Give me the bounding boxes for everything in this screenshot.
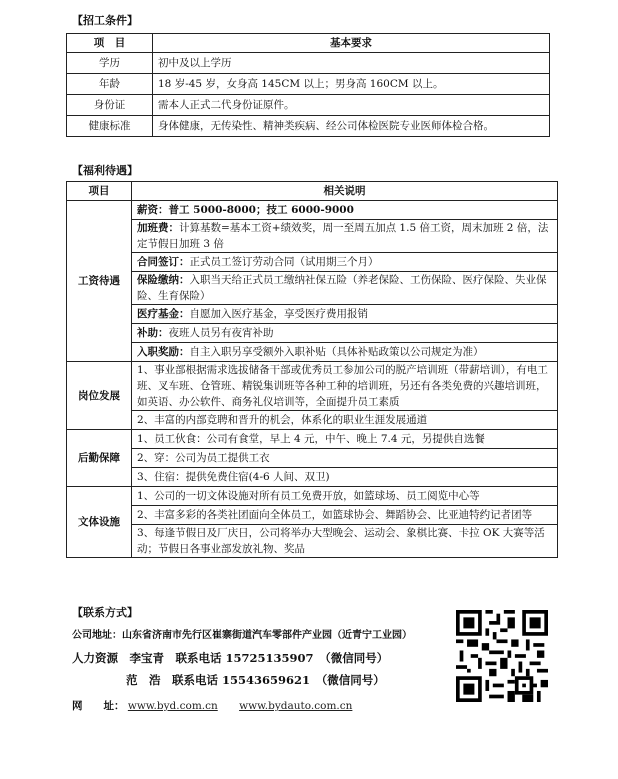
salary-row-text: 自主入职另享受额外入职补贴（具体补贴政策以公司规定为准） xyxy=(189,346,484,358)
recruit-item: 健康标准 xyxy=(67,116,153,137)
table-row xyxy=(67,53,550,74)
recruit-req: 初中及以上学历 xyxy=(153,53,550,74)
logistics-label: 后勤保障 xyxy=(67,430,132,487)
logistics-row: 2、穿：公司为员工提供工衣 xyxy=(132,449,558,468)
salary-row xyxy=(132,324,558,343)
salary-row-text: 入职当天给正式员工缴纳社保五险（养老保险、工伤保险、医疗保险、失业保险、生育保险） xyxy=(137,274,547,302)
website-link-1[interactable]: www.byd.com.cn xyxy=(127,700,218,712)
recruit-item: 年龄 xyxy=(67,74,153,95)
salary-row xyxy=(132,253,558,272)
salary-row-label: 入职奖励： xyxy=(137,346,190,358)
logistics-row: 3、住宿：提供免费住宿(4-6 人间、双卫) xyxy=(132,468,558,487)
salary-row-label: 加班费： xyxy=(137,222,179,234)
recruit-heading: 【招工条件】 xyxy=(72,14,138,27)
company-address: 公司地址：山东省济南市先行区崔寨街道汽车零部件产业园（近青宁工业园） xyxy=(72,630,412,641)
table-row xyxy=(67,95,550,116)
website-link-2[interactable]: www.bydauto.com.cn xyxy=(239,700,353,712)
recruit-req: 身体健康，无传染性、精神类疾病、经公司体检医院专业医师体检合格。 xyxy=(153,116,550,137)
salary-label: 工资待遇 xyxy=(67,201,132,362)
culture-row: 2、丰富多彩的各类社团面向全体员工，如篮球协会、舞蹈协会、比亚迪特约记者团等 xyxy=(132,506,558,525)
welfare-heading: 【福利待遇】 xyxy=(72,164,138,177)
culture-row: 1、公司的一切文体设施对所有员工免费开放，如篮球场、员工阅览中心等 xyxy=(132,487,558,506)
qr-code-icon xyxy=(456,610,548,702)
career-row: 2、丰富的内部竞聘和晋升的机会，体系化的职业生涯发展通道 xyxy=(132,411,558,430)
salary-row xyxy=(132,220,558,253)
table-row xyxy=(67,116,550,137)
career-label: 岗位发展 xyxy=(67,362,132,430)
salary-row-text: 夜班人员另有夜宵补助 xyxy=(168,327,274,339)
recruit-col-req: 基本要求 xyxy=(153,34,550,53)
table-row xyxy=(67,74,550,95)
recruit-table xyxy=(66,33,550,137)
culture-row: 3、每逢节假日及厂庆日，公司将举办大型晚会、运动会、象棋比赛、卡拉 OK 大赛等活动；节假日各事业部发放礼物、奖品 xyxy=(132,525,558,558)
recruit-item: 身份证 xyxy=(67,95,153,116)
salary-row-text: 自愿加入医疗基金，享受医疗费用报销 xyxy=(189,308,368,320)
salary-row-text: 计算基数=基本工资+绩效奖，周一至周五加点 1.5 倍工资，周末加班 2 倍，法定节假日加班 3 倍 xyxy=(137,222,549,250)
website-label: 网 址： xyxy=(72,700,125,712)
hr-contact-2: 范 浩 联系电话 15543659621 （微信同号） xyxy=(126,673,385,687)
salary-row-label: 合同签订： xyxy=(137,256,190,268)
recruit-req: 需本人正式二代身份证原件。 xyxy=(153,95,550,116)
salary-row-label: 保险缴纳： xyxy=(137,274,190,286)
contact-heading: 【联系方式】 xyxy=(72,606,138,619)
salary-row xyxy=(132,305,558,324)
recruit-req: 18 岁-45 岁，女身高 145CM 以上；男身高 160CM 以上。 xyxy=(153,74,550,95)
welfare-col-desc: 相关说明 xyxy=(132,182,558,201)
hr-contact-1: 人力资源 李宝青 联系电话 15725135907 （微信同号） xyxy=(72,651,389,665)
salary-row-label: 医疗基金： xyxy=(137,308,190,320)
career-row: 1、事业部根据需求选拔储备干部或优秀员工参加公司的脱产培训班（带薪培训），有电工班、叉车班、仓管班、精锐集训班等各种工种的培训班，另还有各类免费的兴趣培训班，如英语、办公软件、商务礼仪培训等，全面提升员工素质 xyxy=(132,362,558,411)
recruit-item: 学历 xyxy=(67,53,153,74)
salary-row: 薪资：普工 5000-8000；技工 6000-9000 xyxy=(132,201,558,220)
recruit-col-item: 项 目 xyxy=(67,34,153,53)
website-line xyxy=(72,698,370,713)
salary-row xyxy=(132,272,558,305)
salary-row xyxy=(132,343,558,362)
salary-row-text: 正式员工签订劳动合同（试用期三个月） xyxy=(189,256,379,268)
salary-row-label: 补助： xyxy=(137,327,169,339)
culture-label: 文体设施 xyxy=(67,487,132,558)
welfare-col-item: 项目 xyxy=(67,182,132,201)
welfare-table xyxy=(66,181,558,558)
logistics-row: 1、员工伙食：公司有食堂，早上 4 元，中午、晚上 7.4 元，另提供自选餐 xyxy=(132,430,558,449)
